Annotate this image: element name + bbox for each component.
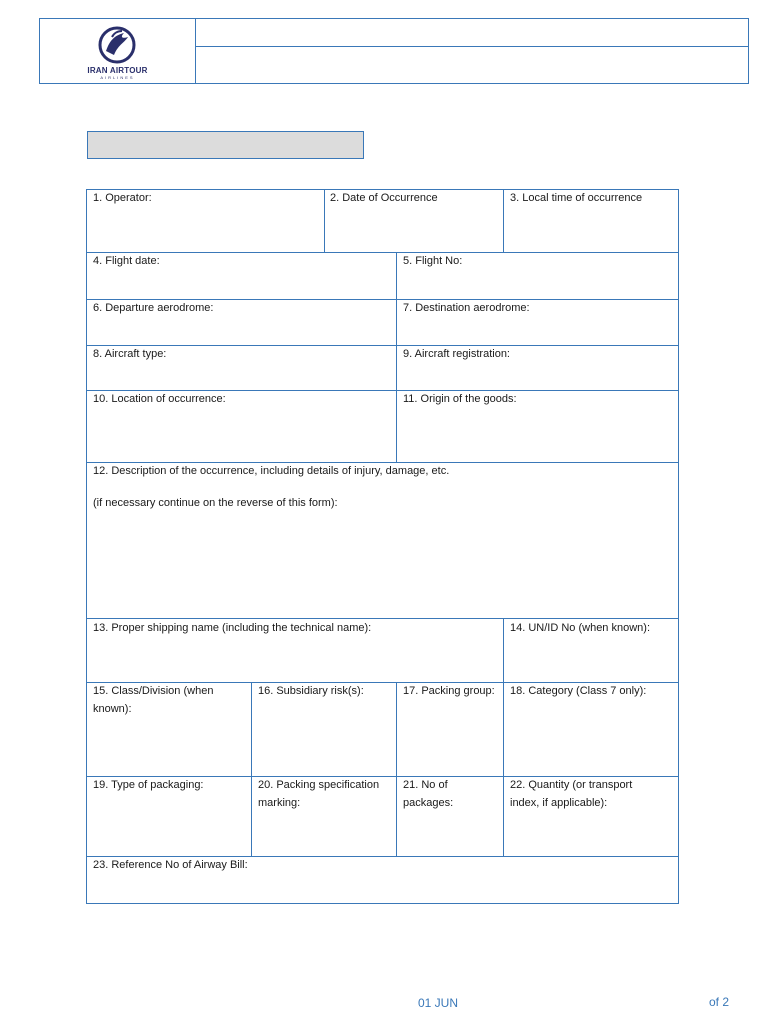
footer-date: 01 JUN — [418, 996, 459, 1010]
field-origin-goods-label: 11. Origin of the goods: — [403, 393, 517, 405]
field-airway-bill-label: 23. Reference No of Airway Bill: — [93, 859, 248, 871]
header-title-cell — [195, 19, 748, 47]
field-description-note: (if necessary continue on the reverse of this form): — [93, 497, 338, 509]
field-local-time-label: 3. Local time of occurrence — [510, 192, 643, 204]
field-no-packages-label: 21. No of — [403, 779, 448, 791]
field-class-division-label-2: known): — [93, 703, 132, 715]
field-flight-date-label: 4. Flight date: — [93, 255, 160, 267]
field-location-label: 10. Location of occurrence: — [93, 393, 226, 405]
logo-subtext: AIRLINES — [100, 75, 135, 80]
logo-cell — [40, 19, 196, 83]
field-quantity-label: 22. Quantity (or transport — [510, 779, 633, 791]
field-date-of-occurrence-label: 2. Date of Occurrence — [330, 192, 438, 204]
field-no-packages-label-2: packages: — [403, 797, 454, 809]
field-packing-group-label: 17. Packing group: — [403, 685, 495, 697]
field-destination-aerodrome-label: 7. Destination aerodrome: — [403, 302, 530, 314]
field-packing-spec-label: 20. Packing specification — [258, 779, 380, 791]
field-aircraft-registration-label: 9. Aircraft registration: — [403, 348, 510, 360]
field-departure-aerodrome-label: 6. Departure aerodrome: — [93, 302, 214, 314]
occurrence-report-form — [86, 189, 679, 904]
field-operator-label: 1. Operator: — [93, 192, 152, 204]
field-shipping-name-label: 13. Proper shipping name (including the technical name): — [93, 622, 372, 634]
field-subsidiary-risk-label: 16. Subsidiary risk(s): — [258, 685, 364, 697]
airline-logo-icon — [92, 25, 142, 65]
field-aircraft-type-label: 8. Aircraft type: — [93, 348, 167, 360]
field-quantity-label-2: index, if applicable): — [510, 797, 608, 809]
logo-text: IRAN AIRTOUR — [87, 66, 148, 75]
field-description-label: 12. Description of the occurrence, including details of injury, damage, etc. — [93, 465, 450, 477]
document-header — [39, 18, 749, 84]
field-flight-no-label: 5. Flight No: — [403, 255, 463, 267]
field-class-division-label: 15. Class/Division (when — [93, 685, 214, 697]
field-un-id-label: 14. UN/ID No (when known): — [510, 622, 650, 634]
footer-page-number: of 2 — [709, 995, 730, 1009]
field-packing-spec-label-2: marking: — [258, 797, 301, 809]
field-type-packaging-label: 19. Type of packaging: — [93, 779, 204, 791]
form-title-box — [87, 131, 364, 159]
field-category-label: 18. Category (Class 7 only): — [510, 685, 647, 697]
